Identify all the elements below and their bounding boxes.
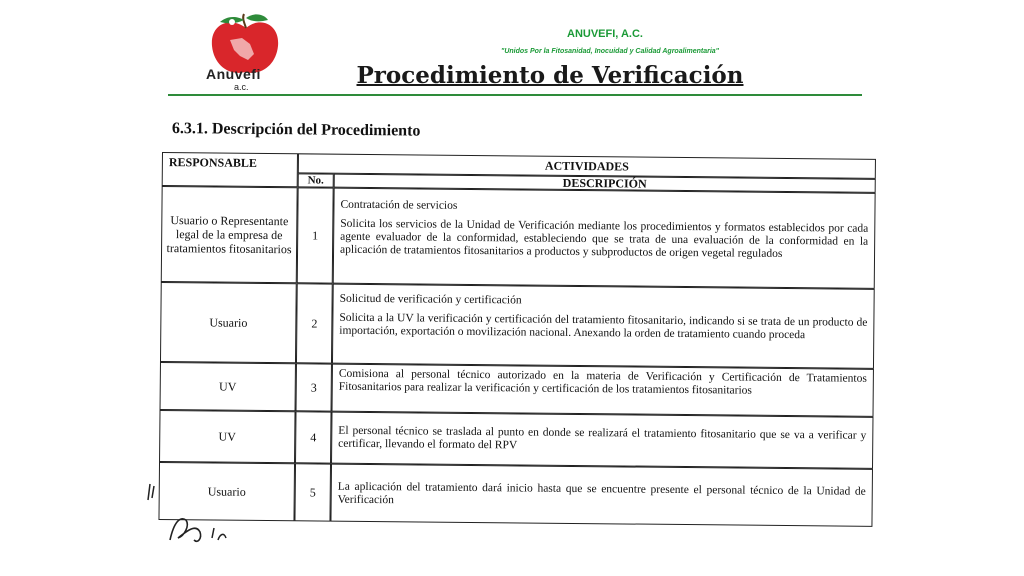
section-title: 6.3.1. Descripción del Procedimiento [171, 120, 421, 140]
handwritten-signature [140, 480, 250, 550]
organization-slogan: "Unidos Por la Fitosanidad, Inocuidad y Calidad Agroalimentaria" [501, 48, 719, 55]
header-actividades: ACTIVIDADES [298, 153, 876, 179]
row-3-number: 3 [296, 363, 332, 411]
row-4-number: 4 [295, 411, 331, 463]
row-1-text: Solicita los servicios de la Unidad de Verificación mediante los procedimientos y formatos establecidos por cada agente evaluador de la conformidad, estableciendo que se trata de una evaluación de la conformidad en la aplicación de tratamientos fitosanitarios a productos y subproductos de origen vegetal regulados [340, 217, 869, 260]
row-1-subtitle: Contratación de servicios [340, 198, 458, 212]
row-2-subtitle: Solicitud de verificación y certificación [339, 292, 522, 307]
row-5-responsable: Usuario [158, 462, 295, 521]
procedure-table [158, 152, 876, 535]
row-4-description [331, 412, 873, 469]
row-5-description [330, 464, 873, 527]
row-5-number: 5 [294, 463, 331, 521]
row-2-responsable: Usuario [160, 282, 297, 363]
header-divider [168, 94, 862, 96]
row-3-responsable: UV [160, 362, 296, 411]
row-1-responsable: Usuario o Representante legal de la empresa de tratamientos fitosanitarios [161, 186, 298, 283]
row-3-description [332, 364, 874, 417]
row-2-text: Solicita a la UV la verificación y certificación del tratamiento fitosanitario, indicando si se trata de un producto de importación, exportación o movilización nacional. Anexando la orden de tratamiento cuando proceda [339, 311, 868, 342]
header-descripcion: DESCRIPCIÓN [334, 174, 876, 193]
organization-name: ANUVEFI, A.C. [567, 28, 643, 40]
row-4-responsable: UV [159, 410, 295, 463]
row-4-text: El personal técnico se traslada al punto en donde se realizará el tratamiento fitosanitario que se va a verificar y certificar, llevando el formato del RPV [338, 424, 867, 452]
row-1-description [333, 188, 876, 289]
row-1-number: 1 [297, 187, 334, 283]
logo-wordmark: Anuvefi [206, 66, 261, 82]
row-2-number: 2 [296, 283, 333, 363]
logo-subtext: a.c. [234, 82, 249, 92]
header-no: No. [298, 173, 334, 187]
row-5-text: La aplicación del tratamiento dará inicio hasta que se encuentre presente el personal técnico de la Unidad de Verificación [337, 480, 866, 507]
document-title: Procedimiento de Verificación [356, 62, 744, 89]
row-3-text: Comisiona al personal técnico autorizado en la materia de Verificación y Certificación de Tratamientos Fitosanitarios para realizar la verificación y certificación de los tratamientos fitosanitarios [338, 367, 867, 397]
header-responsable: RESPONSABLE [162, 152, 298, 187]
row-2-description [332, 284, 875, 369]
